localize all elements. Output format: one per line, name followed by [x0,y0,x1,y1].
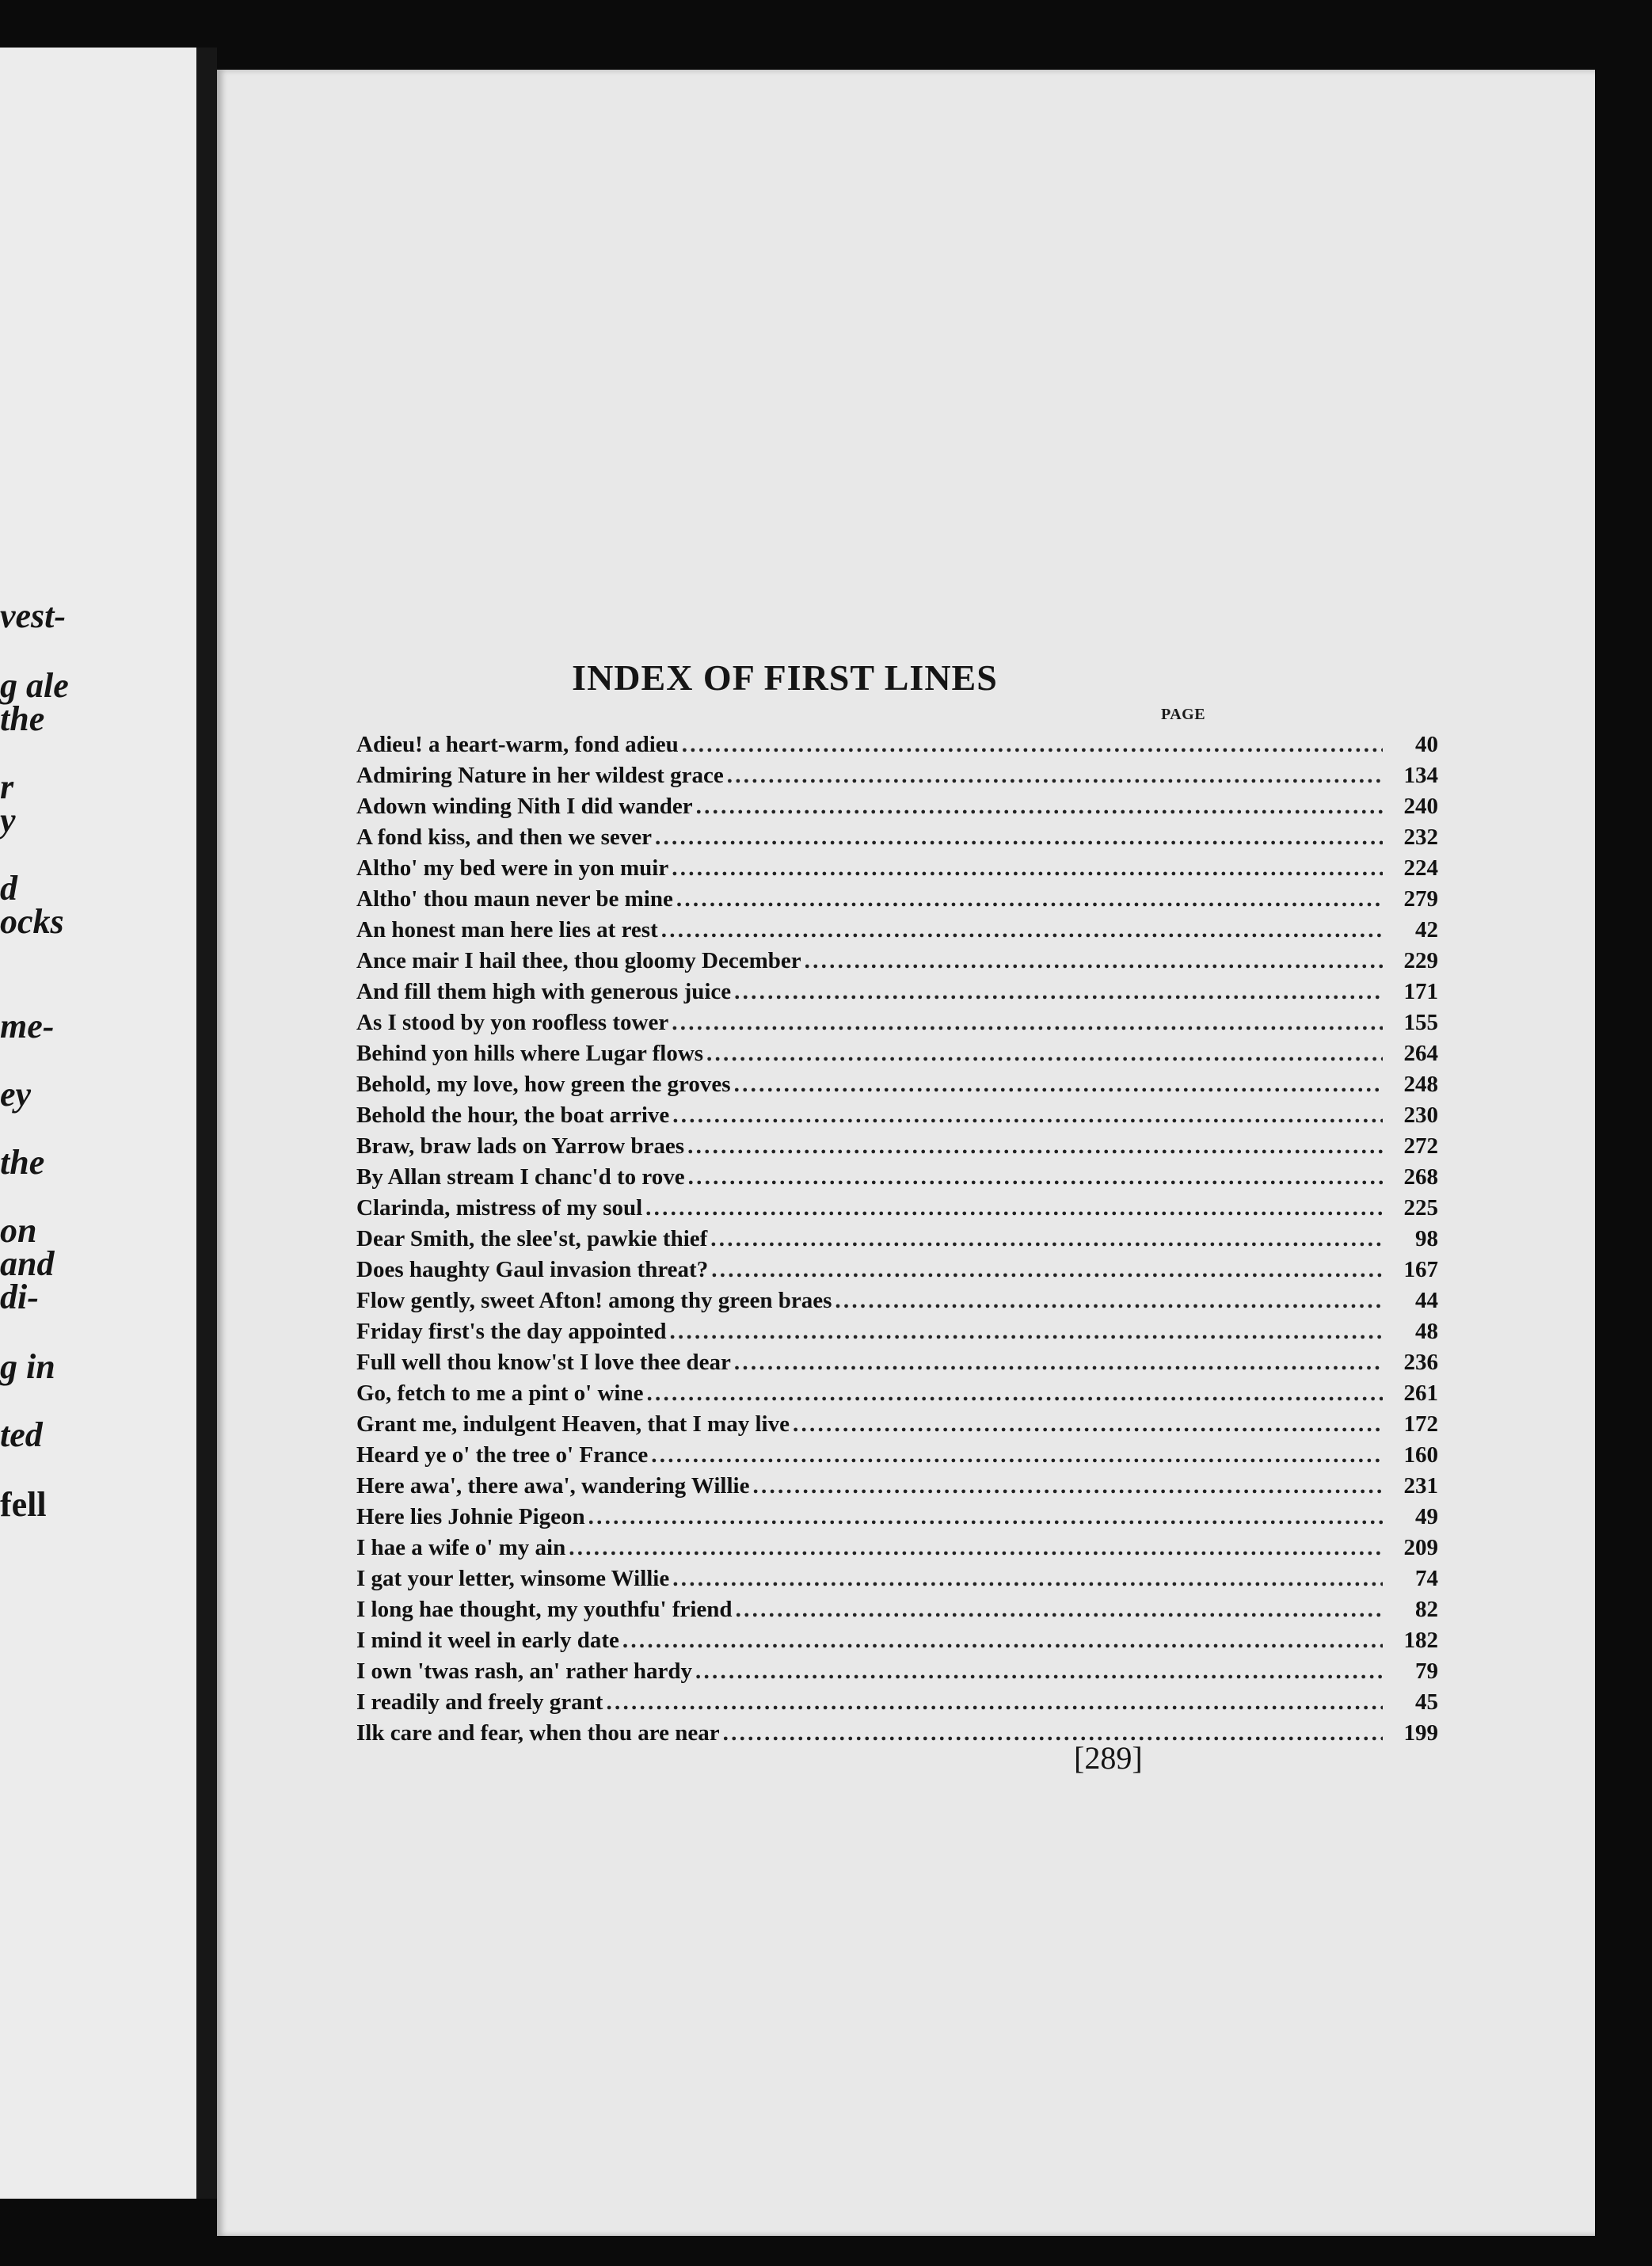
page-reference: 272 [1403,1133,1438,1159]
dot-leader [723,1720,1383,1746]
dot-leader [734,1072,1383,1098]
first-line-text: Ilk care and fear, when thou are near [356,1720,720,1746]
text-fragment: g in [0,1347,55,1386]
page-reference: 225 [1403,1195,1438,1221]
first-line-text: Ance mair I hail thee, thou gloomy December [356,948,801,973]
dot-leader [651,1442,1383,1468]
dot-leader [645,1195,1383,1221]
index-entry [356,794,1438,825]
text-fragment: the [0,1143,45,1182]
page-reference: 160 [1403,1442,1438,1468]
page-column-heading: PAGE [1161,706,1206,723]
page-number: [289] [1074,1740,1143,1776]
first-line-text: Behold the hour, the boat arrive [356,1103,670,1128]
text-fragment: on [0,1211,37,1250]
dot-leader [696,794,1383,820]
index-entry [356,1195,1438,1226]
page-reference: 230 [1403,1103,1438,1128]
first-line-text: I gat your letter, winsome Willie [356,1566,670,1591]
dot-leader [655,825,1383,851]
page-reference: 172 [1403,1411,1438,1437]
text-fragment: and [0,1244,55,1283]
index-entry [356,1442,1438,1473]
dot-leader [606,1689,1383,1716]
dot-leader [682,732,1383,758]
page-reference: 232 [1403,825,1438,850]
first-line-text: An honest man here lies at rest [356,917,658,943]
dot-leader [734,1350,1383,1376]
first-line-text: Grant me, indulgent Heaven, that I may live [356,1411,790,1437]
page-reference: 261 [1403,1381,1438,1406]
dot-leader [672,1566,1383,1592]
dot-leader [622,1628,1383,1654]
page-reference: 42 [1415,917,1438,943]
index-entry [356,1381,1438,1411]
dot-leader [805,948,1383,974]
page-reference: 268 [1403,1164,1438,1190]
first-line-text: And fill them high with generous juice [356,979,732,1004]
first-line-text: Adieu! a heart-warm, fond adieu [356,732,679,757]
index-entry [356,1473,1438,1504]
text-fragment: vest- [0,596,67,635]
page-reference: 44 [1415,1288,1438,1313]
page-reference: 236 [1403,1350,1438,1375]
index-entry [356,948,1438,979]
first-line-text: Braw, braw lads on Yarrow braes [356,1133,685,1159]
first-line-text: I hae a wife o' my ain [356,1535,566,1560]
first-line-text: As I stood by yon roofless tower [356,1010,669,1035]
dot-leader [688,1164,1383,1190]
index-entry [356,917,1438,948]
first-line-text: I readily and freely grant [356,1689,603,1715]
text-fragment: ted [0,1415,43,1454]
index-entry [356,1133,1438,1164]
first-line-text: I long hae thought, my youthfu' friend [356,1597,733,1622]
first-line-text: I mind it weel in early date [356,1628,619,1653]
first-line-text: I own 'twas rash, an' rather hardy [356,1659,693,1684]
first-line-text: Here awa', there awa', wandering Willie [356,1473,750,1499]
index-entry [356,1041,1438,1072]
page-reference: 240 [1403,794,1438,819]
page-reference: 231 [1403,1473,1438,1499]
page-reference: 264 [1403,1041,1438,1066]
text-fragment: r [0,767,14,806]
index-entry [356,1659,1438,1689]
dot-leader [588,1504,1383,1530]
dot-leader [695,1659,1383,1685]
index-entry [356,1257,1438,1288]
index-entry [356,1010,1438,1041]
first-line-text: Does haughty Gaul invasion threat? [356,1257,709,1282]
page-reference: 49 [1415,1504,1438,1529]
page-reference: 209 [1403,1535,1438,1560]
index-entry [356,1411,1438,1442]
dot-leader [672,855,1383,882]
first-line-text: Clarinda, mistress of my soul [356,1195,643,1221]
index-entry [356,1288,1438,1319]
index-entry [356,1164,1438,1195]
first-line-text: Here lies Johnie Pigeon [356,1504,585,1529]
first-line-text: Go, fetch to me a pint o' wine [356,1381,644,1406]
index-entry [356,1350,1438,1381]
first-line-text: Heard ye o' the tree o' France [356,1442,649,1468]
text-fragment: y [0,801,16,840]
text-fragment: the [0,699,45,738]
first-line-text: Full well thou know'st I love thee dear [356,1350,731,1375]
text-fragment: ey [0,1075,32,1114]
first-line-text: Adown winding Nith I did wander [356,794,693,819]
page-reference: 134 [1403,763,1438,788]
index-entry [356,1226,1438,1257]
index-entry [356,825,1438,855]
index-entry [356,732,1438,763]
first-line-text: Altho' thou maun never be mine [356,886,673,912]
index-page [217,70,1595,2236]
text-fragment: ocks [0,902,64,941]
index-entry [356,1628,1438,1659]
page-reference: 155 [1403,1010,1438,1035]
index-entry [356,1504,1438,1535]
text-fragment: di- [0,1278,39,1316]
index-entry [356,1597,1438,1628]
page-reference: 171 [1403,979,1438,1004]
dot-leader [711,1257,1383,1283]
text-fragment: me- [0,1007,55,1045]
page-reference: 248 [1403,1072,1438,1097]
page-reference: 167 [1403,1257,1438,1282]
first-line-text: A fond kiss, and then we sever [356,825,653,850]
page-reference: 98 [1415,1226,1438,1251]
dot-leader [706,1041,1383,1067]
page-title: INDEX OF FIRST LINES [572,657,998,698]
page-reference: 279 [1403,886,1438,912]
dot-leader [646,1381,1383,1407]
index-entry [356,1319,1438,1350]
dot-leader [672,1010,1383,1036]
index-entry [356,886,1438,917]
first-line-text: Behold, my love, how green the groves [356,1072,731,1097]
page-reference: 182 [1403,1628,1438,1653]
dot-leader [734,979,1383,1005]
text-fragment: fell [0,1485,47,1524]
page-reference: 229 [1403,948,1438,973]
dot-leader [835,1288,1383,1314]
previous-page-fragment [0,48,196,2199]
dot-leader [793,1411,1383,1438]
dot-leader [569,1535,1383,1561]
first-line-text: Admiring Nature in her wildest grace [356,763,724,788]
dot-leader [661,917,1383,943]
index-entry [356,979,1438,1010]
dot-leader [676,886,1383,912]
page-reference: 199 [1403,1720,1438,1746]
dot-leader [670,1319,1383,1345]
index-entry [356,763,1438,794]
index-entry [356,1720,1438,1751]
first-line-text: Altho' my bed were in yon muir [356,855,669,881]
dot-leader [687,1133,1383,1160]
index-entry [356,1103,1438,1133]
dot-leader [752,1473,1383,1499]
dot-leader [672,1103,1383,1129]
first-line-text: Flow gently, sweet Afton! among thy green braes [356,1288,832,1313]
first-line-text: Friday first's the day appointed [356,1319,667,1344]
page-reference: 82 [1415,1597,1438,1622]
text-fragment: d [0,869,17,908]
dot-leader [727,763,1383,789]
dot-leader [710,1226,1383,1252]
first-line-text: Dear Smith, the slee'st, pawkie thief [356,1226,708,1251]
book-gutter [196,48,217,2199]
page-reference: 48 [1415,1319,1438,1344]
text-fragment: g ale [0,666,69,705]
index-entry [356,1535,1438,1566]
index-entry [356,1566,1438,1597]
page-reference: 74 [1415,1566,1438,1591]
dot-leader [736,1597,1383,1623]
index-list [356,732,1438,1751]
page-reference: 79 [1415,1659,1438,1684]
index-entry [356,1072,1438,1103]
page-reference: 40 [1415,732,1438,757]
index-entry [356,1689,1438,1720]
page-reference: 45 [1415,1689,1438,1715]
first-line-text: Behind yon hills where Lugar flows [356,1041,704,1066]
page-reference: 224 [1403,855,1438,881]
index-entry [356,855,1438,886]
first-line-text: By Allan stream I chanc'd to rove [356,1164,685,1190]
